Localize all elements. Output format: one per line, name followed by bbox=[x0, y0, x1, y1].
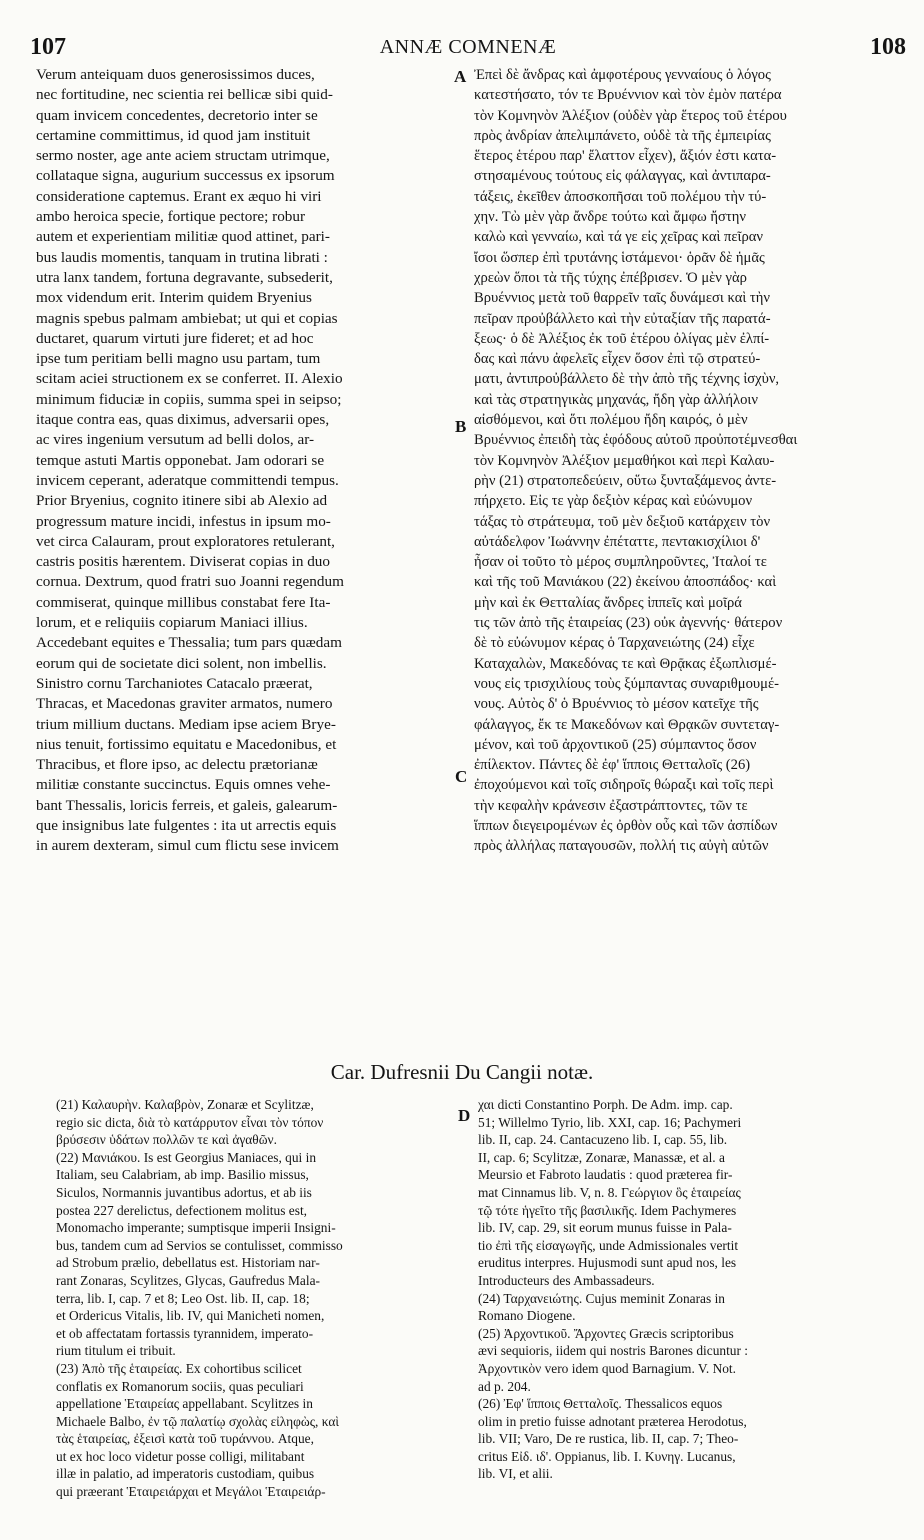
greek-text-line: δὲ τὸ εὐώνυμον κέρας ὁ Ταρχανειώτης (24) εἶχε bbox=[474, 635, 755, 652]
latin-text-line: Prior Bryenius, cognito itinere sibi ab Alexio ad bbox=[36, 492, 328, 510]
greek-text-line: νους. Αὐτὸς δ' ὁ Βρυέννιος τὸ μέσον κατεῖχε τῆς bbox=[474, 696, 759, 713]
latin-text-line: magnis spebus palmam ambiebat; ut qui et copias bbox=[36, 309, 338, 327]
note-line: II, cap. 6; Scylitzæ, Zonaræ, Manassæ, et al. a bbox=[478, 1149, 725, 1165]
note-line: terra, lib. I, cap. 7 et 8; Leo Ost. lib. II, cap. 18; bbox=[56, 1290, 310, 1306]
notes-right-column bbox=[478, 1096, 898, 1483]
note-line: Michaele Balbo, ἐν τῷ παλατίῳ σχολὰς εἰληφὼς, καὶ bbox=[56, 1413, 339, 1429]
greek-text-line: κατεστήσατο, τόν τε Βρυέννιον καὶ τὸν ἐμὸν πατέρα bbox=[474, 87, 782, 104]
note-line: tio ἐπὶ τῆς εἰσαγωγῆς, unde Admissionales vertit bbox=[478, 1237, 739, 1253]
greek-text-line: ἐπίλεκτον. Πάντες δὲ ἐφ' ἵπποις Θετταλοῖς (26) bbox=[474, 757, 751, 774]
greek-text-line: ματι, ἀντιπροὐβάλλετο δὲ τὴν ἀπὸ τῆς τέχνης ἰσχὺν, bbox=[474, 371, 780, 388]
note-line: conflatis ex Romanorum sociis, quas peculiari bbox=[56, 1378, 304, 1394]
note-line: Introducteurs des Ambassadeurs. bbox=[478, 1272, 655, 1288]
greek-text-line: χην. Τὼ μὲν γὰρ ἄνδρε τούτω καὶ ἄμφω ἤστην bbox=[474, 209, 747, 226]
note-line: lib. II, cap. 24. Cantacuzeno lib. I, cap. 55, lib. bbox=[478, 1132, 728, 1148]
greek-text-line: Ἐπεὶ δὲ ἄνδρας καὶ ἀμφοτέρους γενναίους ὁ λόγος bbox=[474, 67, 771, 83]
note-line: ad p. 204. bbox=[478, 1378, 531, 1394]
latin-text-line: ambo heroica specie, fortique pectore; robur bbox=[36, 208, 306, 226]
note-line: rant Zonaras, Scylitzes, Glycas, Gaufredus Mala- bbox=[56, 1272, 321, 1288]
greek-text-line: νους εἰς τρισχιλίους τοὺς ξύμπαντας συναριθμουμέ- bbox=[474, 675, 779, 692]
latin-text-line: minimum fiduciæ in copiis, summa spei in seipso; bbox=[36, 390, 342, 408]
margin-letter-a: A bbox=[454, 67, 467, 86]
note-line: lib. IV, cap. 29, sit eorum munus fuisse in Pala- bbox=[478, 1220, 732, 1236]
latin-text-line: autem et experientiam militiæ quod attinet, pari- bbox=[36, 228, 330, 246]
latin-text-line: sermo noster, age ante aciem structam utrimque, bbox=[36, 147, 330, 165]
greek-text-line: ρὴν (21) στρατοπεδεύειν, οὕτω ξυνταξάμενος ἀντε- bbox=[474, 472, 777, 489]
note-line: (25) Ἀρχοντικοῦ. Ἄρχοντες Græcis scriptoribus bbox=[478, 1325, 734, 1341]
greek-text-line: ξεως· ὁ δὲ Ἀλέξιος ἐκ τοῦ ἑτέρου ὀλίγας μὲν ἐλπί- bbox=[474, 330, 770, 347]
greek-text-line: πρὸς ἀλλήλας παταγουσῶν, πολλή τις αὐγὴ αὐτῶν bbox=[474, 838, 769, 855]
note-line: Ἀρχοντικὸν vero idem quod Barnagium. V. Not. bbox=[478, 1360, 736, 1376]
latin-text-line: commiserat, quinque millibus constabat fere Ita- bbox=[36, 593, 331, 611]
greek-text-line: Βρυέννιος ἐπειδὴ τὰς ἐφόδους αὐτοῦ προὐποτέμνεσθαι bbox=[474, 432, 798, 449]
greek-text-line: στησαμένους τούτους εἰς φάλαγγας, καὶ ἀντιπαρα- bbox=[474, 168, 771, 185]
note-line: ævi sequioris, iidem qui nostris Barones dicuntur : bbox=[478, 1343, 749, 1359]
latin-text-line: temque astuti Martis opponebat. Jam odorari se bbox=[36, 451, 325, 469]
latin-text-line: ac vires ingenium versutum ad belli dolos, ar- bbox=[36, 431, 315, 449]
latin-text-line: progressum mature incidi, infestus in ipsum mo- bbox=[36, 512, 331, 530]
greek-text-line: πρὸς ἀνδρίαν ἀπελιμπάνετο, οὐδὲ τὰ τῆς ἐμπειρίας bbox=[474, 127, 771, 144]
latin-text-line: Sinistro cornu Tarchaniotes Catacalo præerat, bbox=[36, 674, 313, 692]
note-line: (21) Καλαυρὴν. Καλαβρὸν, Zonaræ et Scylitzæ, bbox=[56, 1097, 314, 1112]
notes-heading: Car. Dufresnii Du Cangii notæ. bbox=[330, 1060, 594, 1084]
greek-text-line: ἦσαν οἱ τοῦτο τὸ μέρος συμπληροῦντες, Ἰταλοί τε bbox=[474, 554, 767, 571]
latin-text-line: itaque contra eas, quas diximus, adversarii opes, bbox=[36, 411, 330, 429]
greek-text-line: καὶ τὰς στρατηγικὰς μηχανάς, ἤδη γὰρ ἀλλήλοιν bbox=[474, 391, 758, 408]
note-line: βρύσεσιν ὑδάτων πολλῶν τε καὶ ἀγαθῶν. bbox=[56, 1132, 277, 1148]
note-line: Meursio et Fabroto laudatis : quod præterea fir- bbox=[478, 1167, 733, 1183]
greek-text-column bbox=[474, 65, 908, 857]
note-line: (23) Ἀπὸ τῆς ἑταιρείας. Ex cohortibus scilicet bbox=[56, 1360, 302, 1376]
greek-text-line: ἵππων διεγειρομένων ἐς ὀρθὸν οὖς καὶ τῶν ἀσπίδων bbox=[474, 817, 778, 834]
latin-text-line: nius tenuit, fortissimo equitatu e Macedonibus, et bbox=[36, 735, 337, 753]
note-line: Romano Diogene. bbox=[478, 1308, 576, 1324]
latin-text-line: que insignibus late fulgentes : ita ut arrectis equis bbox=[36, 816, 337, 834]
latin-text-line: militiæ constante succinctus. Equis omnes vehe- bbox=[36, 776, 331, 794]
margin-letter-b: B bbox=[455, 417, 467, 436]
latin-text-line: scitam aciei structionem ex se conferret. II. Alexio bbox=[36, 370, 343, 388]
page-header bbox=[30, 34, 906, 64]
latin-text-line: vet circa Calauram, prout exploratores retulerant, bbox=[36, 532, 335, 550]
left-page-number: 107 bbox=[30, 34, 66, 60]
latin-text-line: utra lanx tandem, fortuna degravante, subsederit, bbox=[36, 268, 333, 286]
note-line: olim in pretio fuisse adnotant præterea Herodotus, bbox=[478, 1413, 747, 1429]
greek-text-line: μὴν καὶ ἐκ Θετταλίας ἄνδρες ἱππεῖς καὶ μοῖρά bbox=[474, 594, 742, 611]
note-line: postea 227 derelictus, defectionem molitus est, bbox=[56, 1202, 308, 1218]
greek-text-line: πεῖραν προὐβάλλετο καὶ τὴν εὐταξίαν τῆς παρατά- bbox=[474, 310, 771, 327]
greek-text-line: φάλαγγος, ἔκ τε Μακεδόνων καὶ Θρᾳκῶν συντεταγ- bbox=[474, 716, 780, 733]
latin-text-line: bant Thessalis, loricis ferreis, et galeis, galearum- bbox=[36, 796, 338, 814]
note-line: et ob affectatam fortassis tyrannidem, imperato- bbox=[56, 1325, 314, 1341]
note-line: bus, tandem cum ad Servios se contulisset, commisso bbox=[56, 1237, 343, 1253]
latin-text-line: invicem ceperant, aderatque committendi tempus. bbox=[36, 471, 339, 489]
latin-text-line: bus laudis momentis, tanquam in trutina librati : bbox=[36, 248, 328, 266]
greek-text-line: ἴσοι ὥσπερ ἐπὶ τρυτάνης ἱστάμενοι· ὁρᾶν δὲ ἡμᾶς bbox=[474, 249, 765, 266]
latin-text-line: Thracas, et Macedonas graviter armatos, numero bbox=[36, 695, 333, 713]
latin-text-line: cornua. Dextrum, quod fratri suo Joanni regendum bbox=[36, 573, 344, 591]
margin-letter-d: D bbox=[458, 1106, 471, 1125]
note-line: illæ in palatio, ad imperatoris custodiam, quibus bbox=[56, 1466, 315, 1482]
latin-text-line: trium millium ductans. Mediam ipse aciem Brye- bbox=[36, 715, 336, 733]
greek-text-line: τάξεις, ἐκεῖθεν ἀποσκοπῆσαι τοῦ πολέμου τὴν τύ- bbox=[474, 188, 767, 205]
greek-text-line: μένον, καὶ τοῦ ἀρχοντικοῦ (25) σύμπαντος ὅσον bbox=[474, 736, 757, 753]
margin-letter-c: C bbox=[455, 767, 468, 786]
greek-text-line: δας καὶ πάνυ ἀφελεῖς εἶχεν ὅσον ἐπὶ τῷ στρατεύ- bbox=[474, 351, 761, 368]
greek-text-line: τὸν Κομνηνὸν Ἀλέξιον μεμαθήκοι καὶ περὶ Καλαυ- bbox=[474, 452, 775, 469]
greek-text-line: καλὼ καὶ γενναίω, καὶ τά γε εἰς χεῖρας καὶ πεῖραν bbox=[474, 229, 763, 246]
latin-text-line: mox videndum erit. Interim quidem Bryenius bbox=[36, 289, 312, 307]
note-line: Italiam, seu Calabriam, ab imp. Basilio missus, bbox=[56, 1167, 309, 1183]
greek-text-line: Καταχαλὼν, Μακεδόνας τε καὶ Θρᾷκας ἐξωπλισμέ- bbox=[474, 655, 777, 672]
latin-text-line: collataque signa, augurium successus ex ipsorum bbox=[36, 167, 335, 185]
note-line: qui præerant Ἑταιρειάρχαι et Μεγάλοι Ἑταιρειάρ- bbox=[56, 1484, 326, 1500]
greek-text-line: ἕτερος ἑτέρου παρ' ἔλαττον εἶχεν), ἄξιόν ἐστι κατα- bbox=[474, 148, 777, 165]
latin-text-line: certamine committimus, id quod jam instituit bbox=[36, 126, 311, 144]
right-page-number: 108 bbox=[870, 34, 906, 60]
note-line: ad Strobum prælio, debellatus est. Historiam nar- bbox=[56, 1255, 320, 1271]
note-line: 51; Willelmo Tyrio, lib. XXI, cap. 16; Pachymeri bbox=[478, 1114, 742, 1130]
latin-text-line: Thracibus, et flore ipso, ac delectu prætorianæ bbox=[36, 756, 318, 774]
latin-text-line: Accedebant equites e Thessalia; tum pars quædam bbox=[36, 634, 342, 652]
note-line: τῷ τότε ἡγεῖτο τῆς βασιλικῆς. Idem Pachymeres bbox=[478, 1202, 737, 1218]
latin-text-line: consideratione captemus. Erant ex æquo hi viri bbox=[36, 187, 322, 205]
note-line: Monomacho imperante; sumptisque imperii Insigni- bbox=[56, 1220, 336, 1236]
latin-text-line: nec fortitudine, nec scientia rei bellicæ sibi quid- bbox=[36, 86, 333, 104]
greek-text-line: αὐτάδελφον Ἰωάννην ἐπέταττε, πεντακισχίλιοι δ' bbox=[474, 533, 761, 550]
note-line: critus Εἰδ. ιδ'. Oppianus, lib. I. Κυνηγ. Lucanus, bbox=[478, 1448, 736, 1464]
greek-text-line: καὶ τῆς τοῦ Μανιάκου (22) ἐκείνου ἀποσπάδος· καὶ bbox=[474, 574, 777, 591]
latin-text-line: ipse tum peritiam belli magno usu partam, tum bbox=[36, 350, 321, 368]
greek-text-line: τάξας τὸ στράτευμα, τοῦ μὲν δεξιοῦ κατάρχειν τὸν bbox=[474, 513, 771, 530]
note-line: lib. VII; Varo, De re rustica, lib. II, cap. 7; Theo- bbox=[478, 1431, 739, 1447]
greek-text-line: τις τῶν ἀπὸ τῆς ἑταιρείας (23) οὐκ ἀγεννής· θάτερον bbox=[474, 615, 783, 632]
note-line: (26) Ἐφ' ἵπποις Θετταλοῖς. Thessalicos equos bbox=[478, 1396, 723, 1412]
running-title: ANNÆ COMNENÆ bbox=[379, 36, 557, 58]
greek-text-line: Βρυέννιος μετὰ τοῦ θαρρεῖν ταῖς δυνάμεσι καὶ τὴν bbox=[474, 290, 771, 307]
latin-text-line: lorum, et e reliquiis copiarum Maniaci illius. bbox=[36, 614, 308, 632]
note-line: regio sic dicta, διὰ τὸ κατάρρυτον εἶναι τὸν τόπον bbox=[56, 1114, 324, 1130]
note-line: Siculos, Normannis juvantibus adortus, et ab iis bbox=[56, 1184, 312, 1200]
latin-text-line: Verum anteiquam duos generosissimos duces, bbox=[36, 66, 315, 83]
greek-text-line: τὸν Κομνηνὸν Ἀλέξιον (οὐδὲν γὰρ ἕτερος τοῦ ἑτέρου bbox=[474, 107, 787, 124]
greek-text-line: ἐποχούμενοι καὶ τοῖς σιδηροῖς θώραξι καὶ τοῖς περὶ bbox=[474, 777, 774, 794]
greek-text-line: αἰσθόμενοι, καὶ ὅτι πολέμου ἤδη καιρός, ὁ μὲν bbox=[474, 412, 748, 429]
greek-text-line: χρεὼν ὅποι τὰ τῆς τύχης ἐπέβρισεν. Ὁ μὲν γὰρ bbox=[474, 269, 747, 286]
note-line: appellatione Ἑταιρείας appellabant. Scylitzes in bbox=[56, 1396, 313, 1412]
notes-left-column bbox=[56, 1096, 454, 1501]
latin-text-line: in aurem dexteram, simul cum flictu sese invicem bbox=[36, 837, 339, 855]
note-line: ut ex hoc loco videtur posse colligi, militabant bbox=[56, 1448, 305, 1464]
note-line: τὰς ἑταιρείας, ἐξεισὶ κατὰ τοῦ τυράννου. Atque, bbox=[56, 1431, 314, 1447]
latin-text-line: quam invicem concedentes, decretorio inter se bbox=[36, 106, 318, 124]
note-line: χαι dicti Constantino Porph. De Adm. imp. cap. bbox=[478, 1097, 733, 1112]
note-line: mat Cinnamus lib. V, n. 8. Γεώργιον ὃς ἑταιρείας bbox=[478, 1184, 741, 1200]
note-line: et Ordericus Vitalis, lib. IV, qui Manicheti nomen, bbox=[56, 1308, 325, 1324]
note-line: (24) Ταρχανειώτης. Cujus meminit Zonaras in bbox=[478, 1290, 725, 1306]
note-line: eruditus interpres. Hujusmodi sunt apud nos, les bbox=[478, 1255, 737, 1271]
note-line: lib. VI, et alii. bbox=[478, 1466, 553, 1482]
greek-text-line: πήρχετο. Εἰς τε γὰρ δεξιὸν κέρας καὶ εὐώνυμον bbox=[474, 493, 753, 510]
latin-text-line: ductaret, quarum virtuti jure fideret; et ad hoc bbox=[36, 329, 314, 347]
latin-text-line: castris positis hærentem. Diviserat copias in duo bbox=[36, 553, 330, 571]
note-line: rium titulum ei tribuit. bbox=[56, 1343, 176, 1359]
note-line: (22) Μανιάκου. Is est Georgius Maniaces, qui in bbox=[56, 1149, 317, 1165]
latin-text-line: eorum qui de societate dici solent, non imbellis. bbox=[36, 654, 327, 672]
latin-text-column bbox=[36, 65, 454, 857]
greek-text-line: τὴν κεφαλὴν κράνεσιν ἐξαστράπτοντες, τῶν τε bbox=[474, 797, 748, 814]
